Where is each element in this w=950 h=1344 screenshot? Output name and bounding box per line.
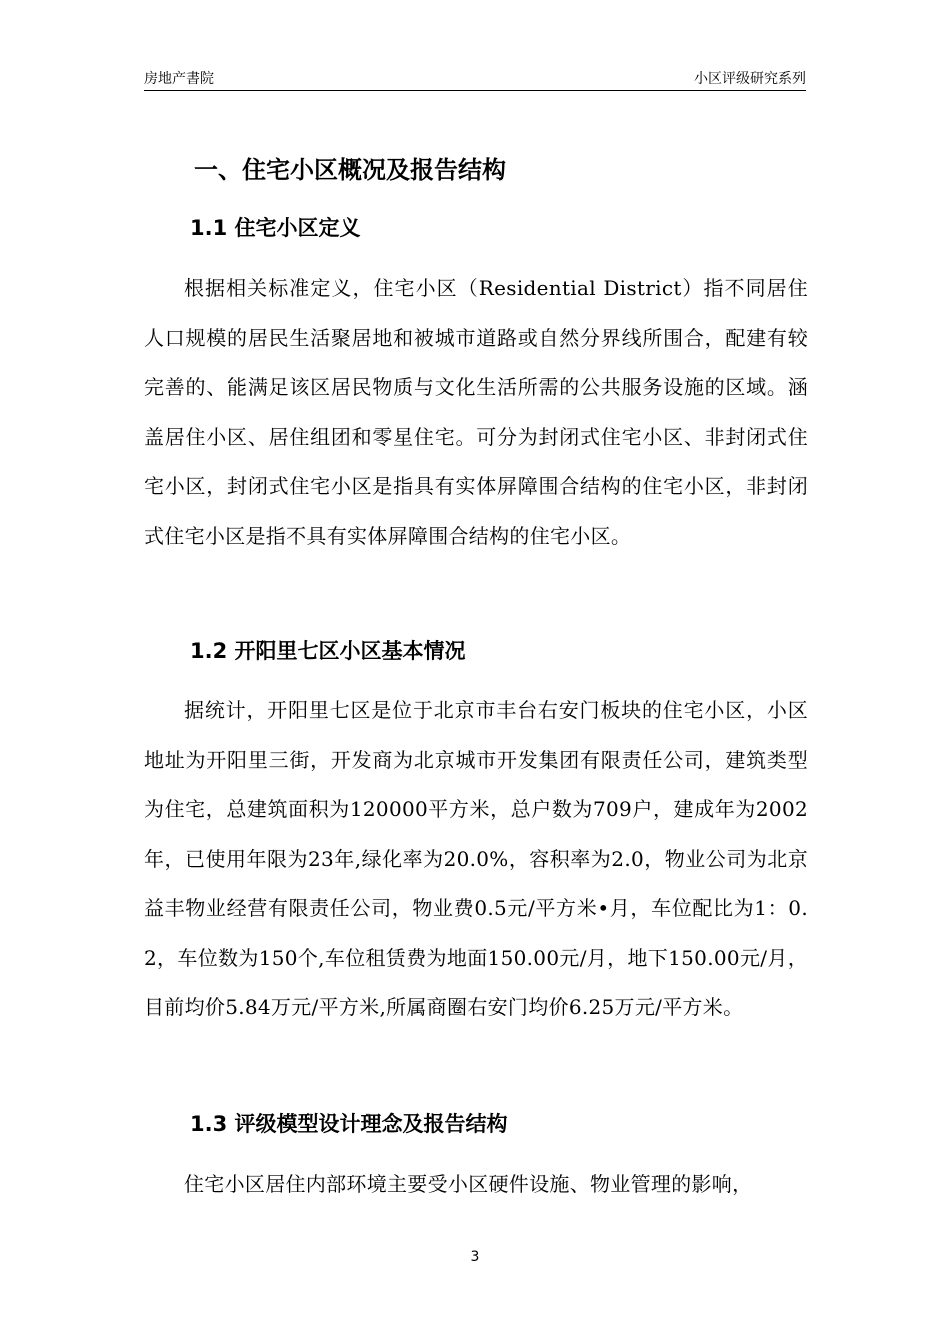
header-publisher: 房地产書院 — [144, 71, 214, 87]
section-heading-1-1: 1.1 住宅小区定义 — [190, 216, 361, 240]
page-number: 3 — [470, 1249, 480, 1265]
chapter-title: 一、住宅小区概况及报告结构 — [194, 156, 506, 184]
section-paragraph-1-1: 根据相关标准定义，住宅小区（Residential District）指不同居住人口规模的居民生活聚居地和被城市道路或自然分界线所围合，配建有较完善的、能满足该区居民物质与文化生活所需的公共服务设施的区域。涵盖居住小区、居住组团和零星住宅。可分为封闭式住宅小区、非封闭式住宅小区，封闭式住宅小区是指具有实体屏障围合结构的住宅小区，非封闭式住宅小区是指不具有实体屏障围合结构的住宅小区。 — [144, 276, 808, 548]
section-heading-1-2: 1.2 开阳里七区小区基本情况 — [190, 639, 466, 663]
section-paragraph-1-3: 住宅小区居住内部环境主要受小区硬件设施、物业管理的影响， — [184, 1172, 753, 1196]
section-paragraph-1-2: 据统计，开阳里七区是位于北京市丰台右安门板块的住宅小区，小区地址为开阳里三街，开发商为北京城市开发集团有限责任公司，建筑类型为住宅，总建筑面积为120000平方米，总户数为709户，建成年为2002年，已使用年限为23年,绿化率为20.0%，容积率为2.0，物业公司为北京益丰物业经营有限责任公司，物业费0.5元/平方米•月，车位配比为1：0.2，车位数为150个,车位租赁费为地面150.00元/月，地下150.00元/月，目前均价5.84万元/平方米,所属商圈右安门均价6.25万元/平方米。 — [144, 698, 808, 1019]
section-heading-1-3: 1.3 评级模型设计理念及报告结构 — [190, 1112, 508, 1136]
page-header — [144, 68, 806, 91]
header-series-title: 小区评级研究系列 — [694, 71, 806, 87]
